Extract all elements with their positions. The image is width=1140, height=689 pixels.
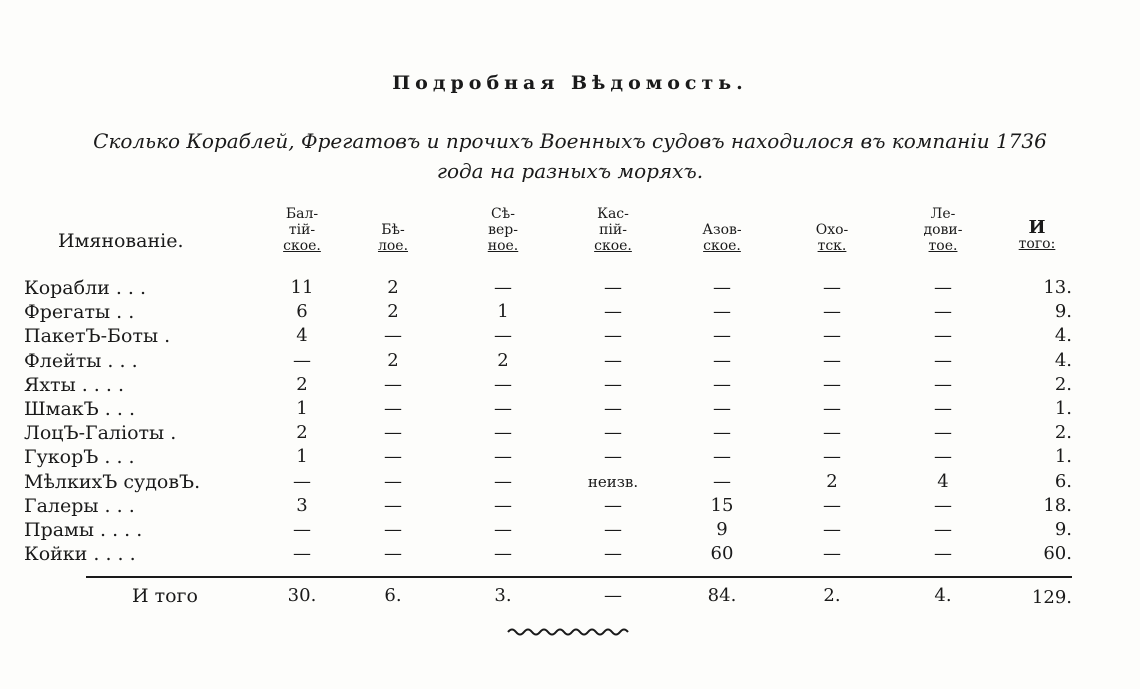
totals-label: И того bbox=[132, 585, 198, 607]
table-cell: — bbox=[604, 301, 622, 323]
table-cell: — bbox=[823, 519, 841, 540]
table-row bbox=[0, 421, 1140, 445]
totals-cell: 4. bbox=[934, 585, 952, 606]
table-cell: — bbox=[604, 373, 622, 395]
table-cell: — bbox=[384, 519, 402, 540]
column-header bbox=[568, 206, 658, 254]
row-name: Флейты . . . bbox=[24, 349, 138, 372]
table-cell: — bbox=[494, 373, 512, 395]
table-row bbox=[0, 518, 1140, 542]
table-cell: — bbox=[293, 543, 311, 565]
table-cell: — bbox=[293, 470, 311, 492]
table-cell: — bbox=[713, 277, 731, 298]
column-header-line: тск. bbox=[817, 238, 847, 254]
table-row bbox=[0, 445, 1140, 469]
table-cell: — bbox=[604, 543, 622, 565]
column-header-line: Бѣ- bbox=[381, 222, 405, 238]
table-cell: — bbox=[494, 422, 512, 444]
table-header-name: Имянованіе. bbox=[58, 230, 184, 252]
table-cell: 2 bbox=[826, 470, 838, 492]
column-header-line: тое. bbox=[928, 238, 958, 254]
column-header-line: дови- bbox=[923, 222, 963, 238]
subtitle-line-1: Сколько Кораблей, Фрегатовъ и прочихъ Военныхъ судовъ находилося въ компаніи 1736 bbox=[93, 129, 1047, 153]
table-row bbox=[0, 494, 1140, 518]
table-cell: — bbox=[713, 325, 731, 347]
table-cell: — bbox=[823, 543, 841, 565]
column-header-line: тій- bbox=[288, 222, 316, 238]
row-name: МѣлкихЪ судовЪ. bbox=[24, 470, 201, 493]
table-cell: — bbox=[713, 470, 731, 492]
table-cell: 2 bbox=[387, 301, 399, 323]
row-name: Фрегаты . . bbox=[24, 301, 135, 324]
table-cell: — bbox=[604, 277, 622, 298]
column-header bbox=[677, 222, 767, 254]
table-cell: — bbox=[494, 398, 512, 419]
row-name: ШмакЪ . . . bbox=[24, 398, 135, 420]
table-cell: 60 bbox=[710, 543, 734, 565]
row-total: 1. bbox=[1054, 446, 1072, 468]
table-cell: — bbox=[934, 446, 952, 468]
table-cell: — bbox=[934, 494, 952, 516]
table-cell: — bbox=[384, 543, 402, 565]
row-total: 9. bbox=[1054, 519, 1072, 540]
column-header-line: ское. bbox=[703, 238, 741, 254]
row-total: 60. bbox=[1043, 543, 1072, 565]
column-header bbox=[458, 206, 548, 254]
table-cell: — bbox=[384, 422, 402, 444]
table-cell: — bbox=[713, 301, 731, 323]
table-cell: — bbox=[823, 301, 841, 323]
table-row bbox=[0, 324, 1140, 348]
totals-cell: 84. bbox=[707, 585, 737, 606]
table-cell: — bbox=[823, 398, 841, 419]
column-header-line: Кас- bbox=[597, 206, 629, 222]
table-cell: — bbox=[384, 325, 402, 347]
table-cell: — bbox=[293, 519, 311, 540]
table-row bbox=[0, 349, 1140, 373]
table-cell: — bbox=[823, 277, 841, 298]
subtitle bbox=[0, 126, 1140, 186]
table-cell: — bbox=[494, 494, 512, 516]
table-cell: — bbox=[604, 325, 622, 347]
column-header bbox=[348, 222, 438, 254]
table-cell: — bbox=[823, 373, 841, 395]
table-cell: 1 bbox=[296, 446, 308, 468]
column-header-line: вер- bbox=[488, 222, 518, 238]
row-name: ПакетЪ-Боты . bbox=[24, 325, 171, 348]
table-row bbox=[0, 470, 1140, 494]
totals-cell: — bbox=[604, 585, 622, 606]
table-cell: 3 bbox=[296, 494, 308, 516]
table-cell: — bbox=[384, 373, 402, 395]
table-cell: — bbox=[494, 446, 512, 468]
table-cell: — bbox=[604, 398, 622, 419]
table-cell: — bbox=[604, 494, 622, 516]
table-cell: — bbox=[494, 543, 512, 565]
column-header-line: ское. bbox=[594, 238, 632, 254]
row-total: 4. bbox=[1054, 325, 1072, 347]
row-name: ЛоцЪ-Галіоты . bbox=[24, 422, 177, 445]
column-header-line: ское. bbox=[283, 238, 321, 254]
column-header-line: Охо- bbox=[815, 222, 849, 238]
table-cell: 2 bbox=[497, 349, 509, 371]
column-header bbox=[898, 206, 988, 254]
column-header-line: Бал- bbox=[285, 206, 319, 222]
table-cell: — bbox=[293, 349, 311, 371]
column-header-line: пій- bbox=[599, 222, 627, 238]
column-header bbox=[257, 206, 347, 254]
table-cell: 11 bbox=[290, 277, 314, 298]
table-cell: — bbox=[823, 422, 841, 444]
table-cell: — bbox=[384, 398, 402, 419]
table-cell: — bbox=[713, 422, 731, 444]
table-row bbox=[0, 373, 1140, 397]
table-cell: — bbox=[494, 325, 512, 347]
table-cell: — bbox=[713, 398, 731, 419]
column-header-line: ное. bbox=[487, 238, 519, 254]
table-cell: — bbox=[823, 446, 841, 468]
row-total: 2. bbox=[1054, 373, 1072, 395]
subtitle-line-2: года на разныхъ моряхъ. bbox=[436, 159, 704, 183]
table-cell: — bbox=[823, 349, 841, 371]
table-cell: 9 bbox=[716, 519, 728, 540]
table-cell: — bbox=[934, 349, 952, 371]
row-total: 6. bbox=[1054, 470, 1072, 492]
table-cell: 2 bbox=[296, 422, 308, 444]
row-name: Галеры . . . bbox=[24, 494, 135, 517]
page-title: Подробная Вѣдомость. bbox=[392, 72, 748, 94]
table-cell: — bbox=[934, 519, 952, 540]
table-cell: неизв. bbox=[587, 472, 639, 491]
table-cell: — bbox=[934, 422, 952, 444]
table-cell: — bbox=[934, 543, 952, 565]
table-cell: — bbox=[934, 301, 952, 323]
totals-cell: 30. bbox=[287, 585, 317, 606]
row-total: 9. bbox=[1054, 301, 1072, 323]
table-cell: — bbox=[494, 470, 512, 492]
table-cell: — bbox=[384, 470, 402, 492]
totals-cell: 3. bbox=[494, 585, 512, 606]
table-row bbox=[0, 300, 1140, 324]
column-header-total bbox=[1002, 217, 1072, 252]
table-cell: — bbox=[934, 373, 952, 395]
table-cell: — bbox=[384, 446, 402, 468]
row-name: Корабли . . . bbox=[24, 277, 147, 299]
table-cell: 15 bbox=[710, 494, 734, 516]
table-cell: — bbox=[494, 277, 512, 298]
row-name: ГукорЪ . . . bbox=[24, 446, 135, 469]
row-total: 2. bbox=[1054, 422, 1072, 444]
row-total: 18. bbox=[1043, 494, 1072, 516]
table-cell: 6 bbox=[296, 301, 308, 323]
table-row bbox=[0, 397, 1140, 421]
ornament-squiggle bbox=[506, 626, 632, 638]
table-cell: 2 bbox=[296, 373, 308, 395]
column-header-line: Сѣ- bbox=[491, 206, 515, 222]
table-cell: — bbox=[713, 349, 731, 371]
totals-cell: 6. bbox=[384, 585, 402, 606]
totals-cell: 2. bbox=[823, 585, 841, 606]
table-cell: — bbox=[713, 446, 731, 468]
row-name: Прамы . . . . bbox=[24, 519, 143, 541]
table-cell: — bbox=[604, 422, 622, 444]
row-total: 1. bbox=[1054, 398, 1072, 419]
row-total: 13. bbox=[1043, 277, 1072, 298]
table-cell: — bbox=[823, 494, 841, 516]
table-cell: — bbox=[494, 519, 512, 540]
table-cell: — bbox=[713, 373, 731, 395]
row-name: Яхты . . . . bbox=[24, 373, 125, 396]
table-cell: — bbox=[604, 519, 622, 540]
table-row bbox=[0, 276, 1140, 300]
table-cell: — bbox=[604, 349, 622, 371]
table-cell: — bbox=[384, 494, 402, 516]
table-cell: — bbox=[934, 398, 952, 419]
table-cell: — bbox=[823, 325, 841, 347]
table-cell: — bbox=[934, 277, 952, 298]
table-cell: 1 bbox=[296, 398, 308, 419]
column-header-line: И bbox=[1028, 217, 1046, 238]
grand-total: 129. bbox=[1031, 587, 1072, 608]
row-name: Койки . . . . bbox=[24, 543, 136, 566]
totals-rule bbox=[86, 576, 1072, 578]
table-cell: — bbox=[604, 446, 622, 468]
column-header bbox=[787, 222, 877, 254]
column-header-line: лое. bbox=[377, 238, 409, 254]
table-cell: 2 bbox=[387, 349, 399, 371]
row-total: 4. bbox=[1054, 349, 1072, 371]
table-cell: — bbox=[934, 325, 952, 347]
table-cell: 1 bbox=[497, 301, 509, 323]
column-header-line: того: bbox=[1018, 236, 1056, 252]
column-header-line: Ле- bbox=[930, 206, 956, 222]
column-header-line: Азов- bbox=[702, 222, 742, 238]
table-cell: 2 bbox=[387, 277, 399, 298]
table-row bbox=[0, 542, 1140, 566]
table-cell: 4 bbox=[937, 470, 949, 492]
table-cell: 4 bbox=[296, 325, 308, 347]
